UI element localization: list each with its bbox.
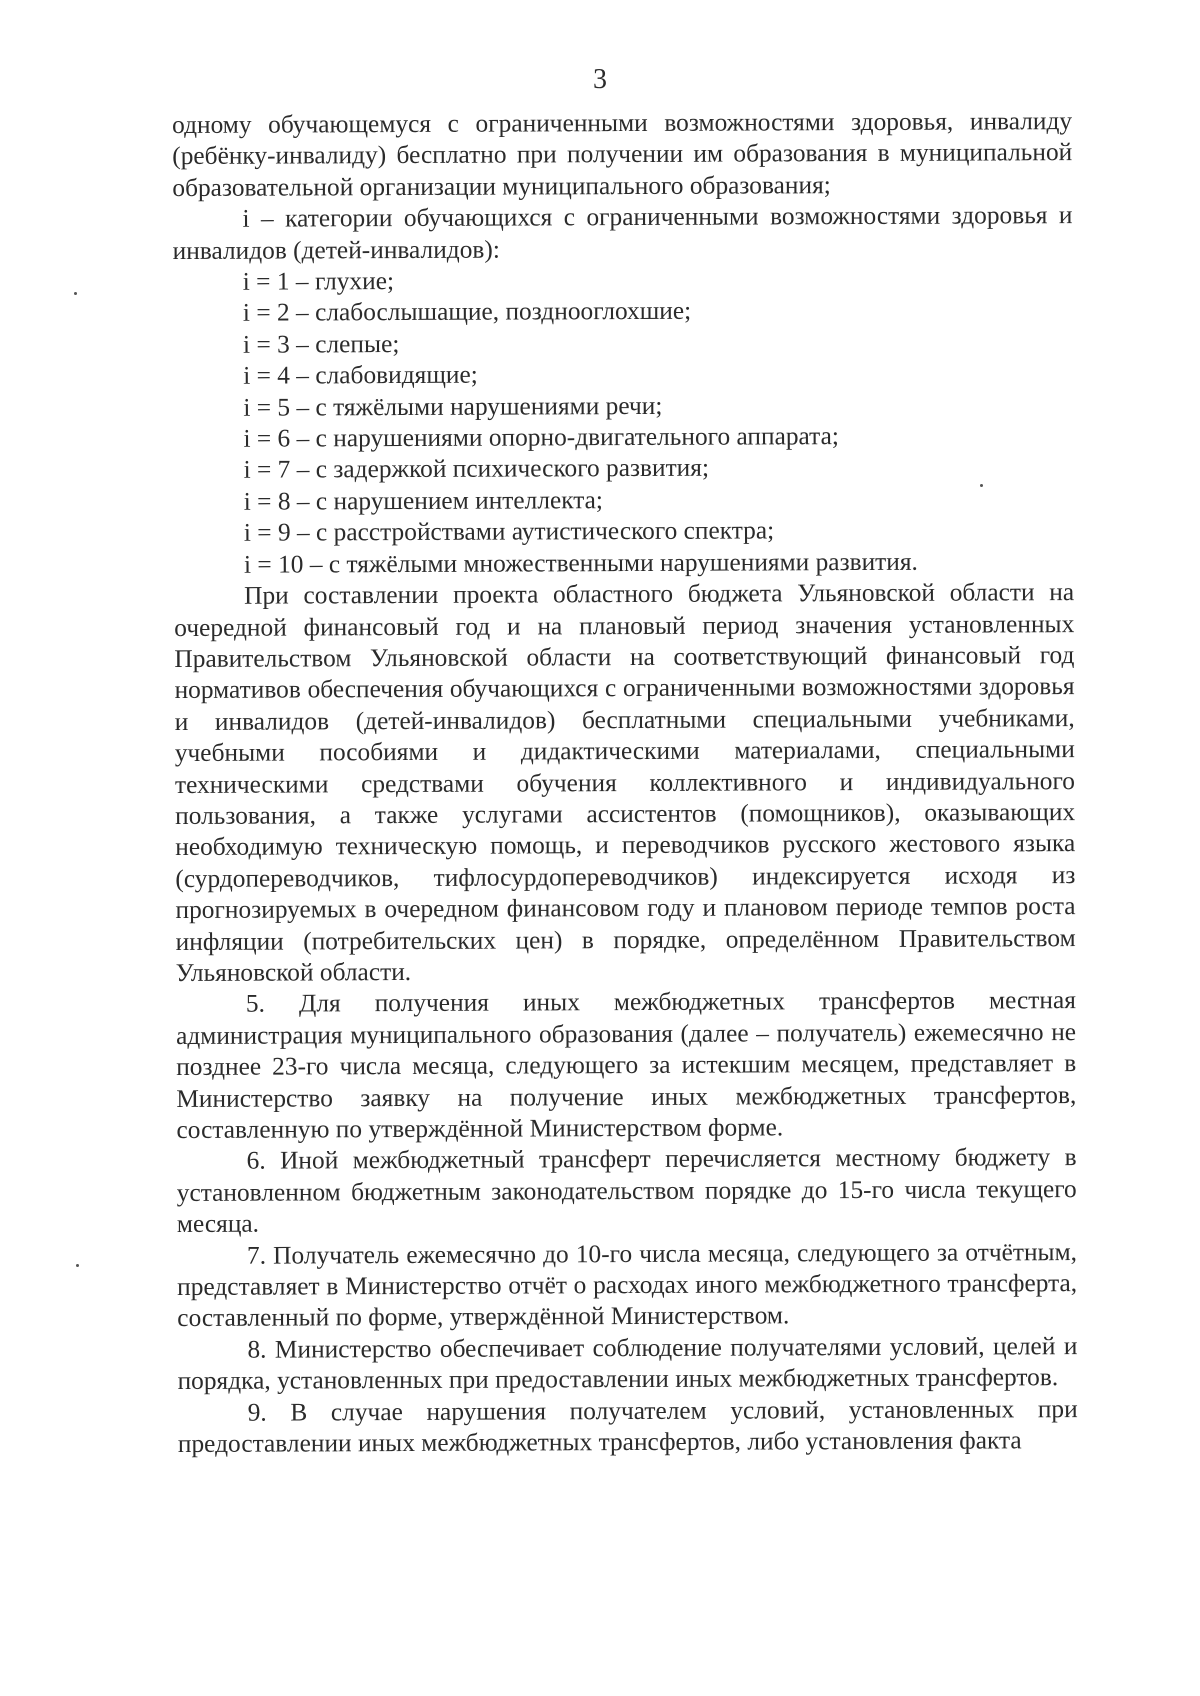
paragraph-8: 8. Министерство обеспечивает соблюдение получателями условий, целей и порядка, установленных при предоставлении иных межбюджетных трансфертов.: [177, 1331, 1078, 1396]
scan-speck: [74, 292, 77, 295]
scan-speck: [980, 484, 983, 487]
category-item: i = 6 – с нарушениями опорно-двигательного аппарата;: [243, 422, 839, 453]
page-number: 3: [593, 64, 607, 95]
category-item: i = 8 – с нарушением интеллекта;: [243, 485, 604, 516]
category-item: i = 1 – глухие;: [242, 267, 395, 296]
category-item: i = 3 – слепые;: [242, 329, 400, 359]
paragraph-6: 6. Иной межбюджетный трансферт перечисляется местному бюджету в установленном бюджетным законодательством порядке до 15-го числа текущего месяца.: [176, 1143, 1077, 1239]
paragraph-budget-indexation: При составлении проекта областного бюджета Ульяновской области на очередной финансовый год и на плановый период значения установленных Правительством Ульяновской области на соответствующий финансовый год нормативов обеспечения обучающихся с ограниченными возможностями здоровья и инвалидов (детей-инвалидов) бесплатными специальными учебниками, учебными пособиями и дидактическими материалами, специальными техническими средствами обучения коллективного и индивидуального пользования, а также услугами ассистентов (помощников), оказывающих необходимую техническую помощь, и переводчиков русского жестового языка (сурдопереводчиков, тифлосурдопереводчиков) индексируется исходя из прогнозируемых в очередном финансовом году и плановом периоде темпов роста инфляции (потребительских цен) в порядке, определённом Правительством Ульяновской области.: [174, 578, 1076, 987]
paragraph-5: 5. Для получения иных межбюджетных трансфертов местная администрация муниципального образования (далее – получатель) ежемесячно не позднее 23-го числа месяца, следующего за истекшим месяцем, представляет в Министерство заявку на получение иных межбюджетных трансфертов, составленную по утверждённой Министерством форме.: [175, 986, 1077, 1144]
paragraph-i-definition: i – категории обучающихся с ограниченными возможностями здоровья и инвалидов (детей-инвалидов):: [172, 201, 1073, 265]
category-item: i = 10 – с тяжёлыми множественными нарушениями развития.: [243, 547, 918, 579]
category-item: i = 5 – с тяжёлыми нарушениями речи;: [243, 391, 663, 422]
document-body: [172, 106, 1078, 1460]
category-list: [173, 263, 1074, 581]
paragraph-9: 9. В случае нарушения получателем условий, установленных при предоставлении иных межбюджетных трансфертов, либо установления факта: [177, 1394, 1078, 1459]
category-item: i = 4 – слабовидящие;: [243, 360, 478, 390]
paragraph-continuation: одному обучающемуся с ограниченными возможностями здоровья, инвалиду (ребёнку-инвалиду) бесплатно при получении им образования в муниципальной образовательной организации муниципального образования;: [172, 107, 1073, 202]
paragraph-7: 7. Получатель ежемесячно до 10-го числа месяца, следующего за отчётным, представляет в Министерство отчёт о расходах иного межбюджетного трансферта, составленный по форме, утверждённой Министерством.: [177, 1237, 1078, 1333]
category-item: i = 7 – с задержкой психического развития;: [243, 454, 710, 485]
category-item: i = 2 – слабослышащие, позднооглохшие;: [242, 297, 692, 328]
category-item: i = 9 – с расстройствами аутистического спектра;: [243, 516, 775, 547]
scan-speck: [76, 1264, 79, 1267]
